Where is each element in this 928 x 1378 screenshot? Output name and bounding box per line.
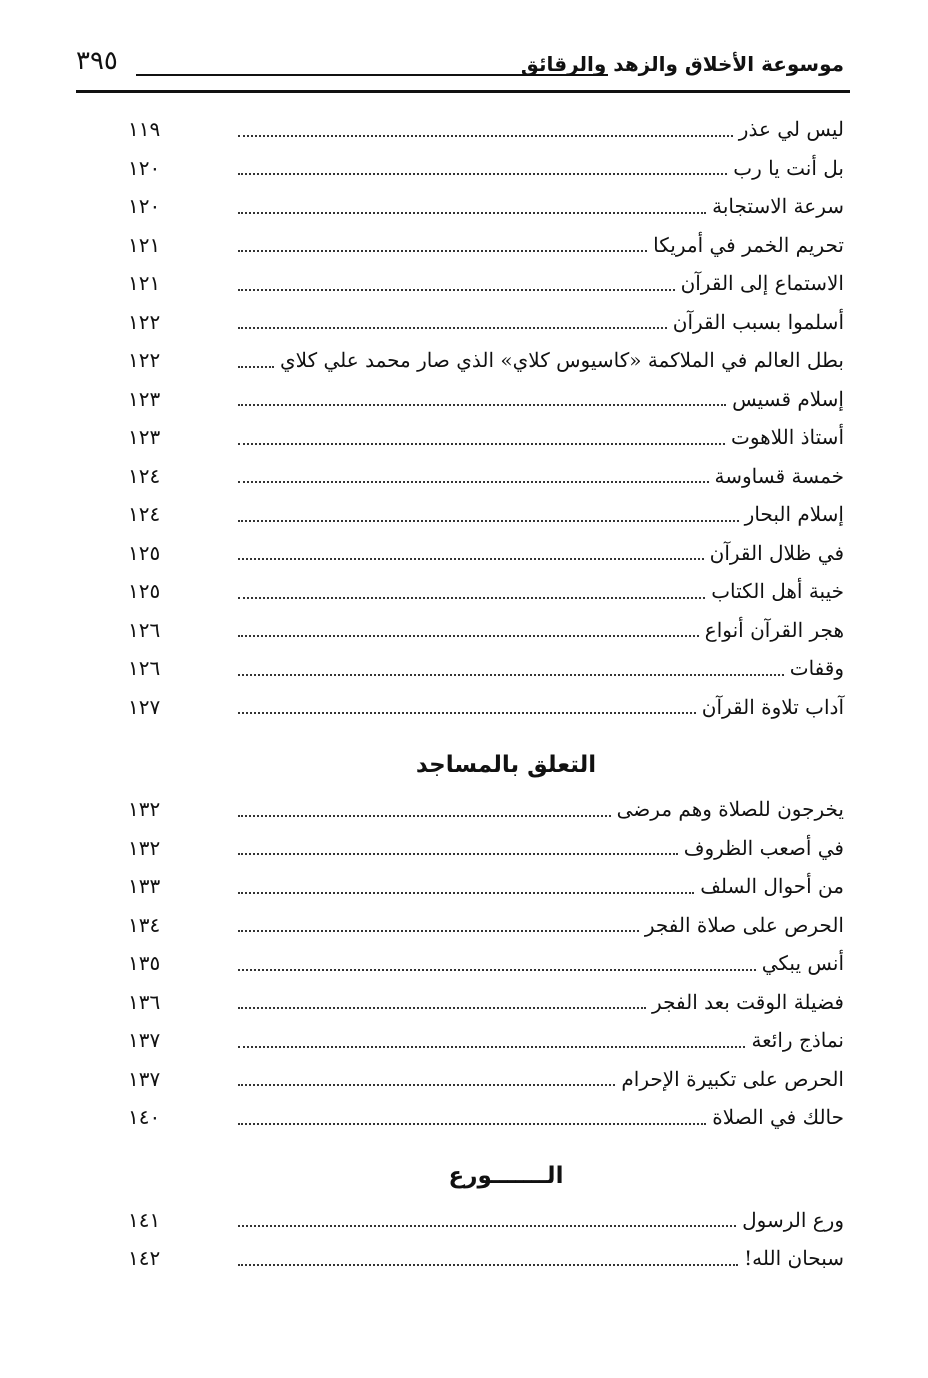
entry-page-number: ١٣٢ xyxy=(128,835,161,860)
entry-title: سبحان الله! xyxy=(744,1246,844,1270)
page-number: ٣٩٥ xyxy=(76,46,118,76)
dot-leader xyxy=(238,1045,745,1048)
entry-title: من أحوال السلف xyxy=(700,874,844,898)
section-heading: التعلق بالمساجد xyxy=(415,752,597,778)
dot-leader xyxy=(238,557,704,560)
entry-title: الاستماع إلى القرآن xyxy=(680,271,844,295)
toc-entry[interactable] xyxy=(128,303,844,342)
toc-entry[interactable] xyxy=(128,149,844,188)
entry-title: الحرص على تكبيرة الإحرام xyxy=(621,1066,844,1091)
dot-leader xyxy=(238,1083,615,1086)
entry-page-number: ١٢٠ xyxy=(128,194,161,218)
dot-leader xyxy=(238,596,705,599)
header-divider xyxy=(136,74,608,76)
entry-page-number: ١٣٧ xyxy=(128,1028,161,1052)
entry-title: ورع الرسول xyxy=(742,1207,844,1232)
entry-page-number: ١٢١ xyxy=(128,232,161,257)
dot-leader xyxy=(238,968,756,971)
entry-page-number: ١٢١ xyxy=(128,271,161,295)
entry-page-number: ١٢٢ xyxy=(128,309,161,334)
entry-page-number: ١٢٤ xyxy=(128,463,161,488)
toc-entry[interactable] xyxy=(128,341,844,380)
entry-title: وقفات xyxy=(789,656,844,680)
dot-leader xyxy=(238,711,696,714)
entry-title: حالك في الصلاة xyxy=(712,1105,844,1129)
dot-leader xyxy=(238,326,667,329)
entry-page-number: ١٤٠ xyxy=(128,1105,161,1129)
entry-page-number: ١٢٥ xyxy=(128,540,161,565)
toc-entry[interactable] xyxy=(128,457,844,496)
dot-leader xyxy=(238,365,274,368)
dot-leader xyxy=(238,519,739,522)
entry-page-number: ١٣٤ xyxy=(128,912,161,937)
table-of-contents xyxy=(128,110,844,1278)
entry-page-number: ١٤١ xyxy=(128,1207,161,1232)
dot-leader xyxy=(238,634,699,637)
entry-title: أسلموا بسبب القرآن xyxy=(672,309,844,334)
toc-entry[interactable] xyxy=(128,829,844,868)
entry-page-number: ١٢٣ xyxy=(128,425,161,449)
dot-leader xyxy=(238,172,727,175)
toc-entry[interactable] xyxy=(128,944,844,983)
dot-leader xyxy=(238,673,784,676)
toc-entry[interactable] xyxy=(128,1098,844,1137)
dot-leader xyxy=(238,134,733,137)
toc-entry[interactable] xyxy=(128,983,844,1022)
entry-title: إسلام البحار xyxy=(744,502,844,526)
dot-leader xyxy=(238,442,725,445)
toc-entry[interactable] xyxy=(128,649,844,688)
dot-leader xyxy=(238,249,647,252)
entry-page-number: ١٢٢ xyxy=(128,348,161,372)
entry-title: تحريم الخمر في أمريكا xyxy=(653,232,844,257)
entry-title: بل أنت يا رب xyxy=(733,155,844,180)
toc-entry[interactable] xyxy=(128,380,844,419)
entry-page-number: ١٢٥ xyxy=(128,579,161,603)
toc-entry[interactable] xyxy=(128,790,844,829)
toc-entry[interactable] xyxy=(128,1201,844,1240)
entry-page-number: ١٢٤ xyxy=(128,502,161,526)
entry-page-number: ١٣٧ xyxy=(128,1066,161,1091)
toc-entry[interactable] xyxy=(128,867,844,906)
entry-title: آداب تلاوة القرآن xyxy=(701,694,844,719)
entry-title: بطل العالم في الملاكمة «كاسيوس كلاي» الذي صار محمد علي كلاي xyxy=(280,348,844,372)
entry-page-number: ١٣٣ xyxy=(128,874,161,898)
entry-title: هجر القرآن أنواع xyxy=(704,617,844,642)
section-heading: الـــــــورع xyxy=(448,1162,564,1189)
dot-leader xyxy=(238,929,639,932)
dot-leader xyxy=(238,1122,706,1125)
header-rule xyxy=(76,90,850,93)
entry-page-number: ١٤٢ xyxy=(128,1246,161,1270)
entry-title: سرعة الاستجابة xyxy=(712,194,844,218)
entry-title: يخرجون للصلاة وهم مرضى xyxy=(616,797,844,821)
entry-title: نماذج رائعة xyxy=(751,1028,844,1052)
toc-entry[interactable] xyxy=(128,906,844,945)
entry-page-number: ١٢٣ xyxy=(128,386,161,411)
toc-entry[interactable] xyxy=(128,110,844,149)
dot-leader xyxy=(238,403,726,406)
entry-title: خيبة أهل الكتاب xyxy=(711,579,844,603)
toc-entry[interactable] xyxy=(128,1239,844,1278)
toc-entry[interactable] xyxy=(128,534,844,573)
page-header xyxy=(76,46,844,96)
toc-entry[interactable] xyxy=(128,495,844,534)
dot-leader xyxy=(238,288,675,291)
running-title: موسوعة الأخلاق والزهد والرقائق xyxy=(520,52,844,76)
toc-entry[interactable] xyxy=(128,418,844,457)
entry-title: في ظلال القرآن xyxy=(709,540,844,565)
dot-leader xyxy=(238,1263,738,1266)
dot-leader xyxy=(238,1224,736,1227)
dot-leader xyxy=(238,852,678,855)
dot-leader xyxy=(238,1006,646,1009)
entry-title: أستاذ اللاهوت xyxy=(731,425,844,449)
toc-entry[interactable] xyxy=(128,1060,844,1099)
entry-page-number: ١٢٦ xyxy=(128,617,161,642)
toc-entry[interactable] xyxy=(128,688,844,727)
dot-leader xyxy=(238,211,706,214)
entry-title: الحرص على صلاة الفجر xyxy=(644,912,844,937)
toc-entry[interactable] xyxy=(128,264,844,303)
entry-page-number: ١٣٥ xyxy=(128,951,161,975)
toc-entry[interactable] xyxy=(128,1021,844,1060)
dot-leader xyxy=(238,480,709,483)
entry-page-number: ١٣٦ xyxy=(128,989,161,1014)
toc-entry[interactable] xyxy=(128,187,844,226)
entry-title: فضيلة الوقت بعد الفجر xyxy=(652,989,844,1014)
entry-page-number: ١٢٠ xyxy=(128,155,161,180)
entry-title: خمسة قساوسة xyxy=(714,463,844,488)
toc-entry[interactable] xyxy=(128,611,844,650)
entry-page-number: ١١٩ xyxy=(128,117,161,141)
entry-title: إسلام قسيس xyxy=(732,386,844,411)
dot-leader xyxy=(238,814,611,817)
entry-title: أنس يبكي xyxy=(761,951,844,975)
entry-title: في أصعب الظروف xyxy=(683,835,844,860)
entry-page-number: ١٢٦ xyxy=(128,656,161,680)
toc-entry[interactable] xyxy=(128,226,844,265)
entry-page-number: ١٢٧ xyxy=(128,694,161,719)
dot-leader xyxy=(238,891,694,894)
toc-entry[interactable] xyxy=(128,572,844,611)
entry-title: ليس لي عذر xyxy=(738,117,844,141)
entry-page-number: ١٣٢ xyxy=(128,797,161,821)
